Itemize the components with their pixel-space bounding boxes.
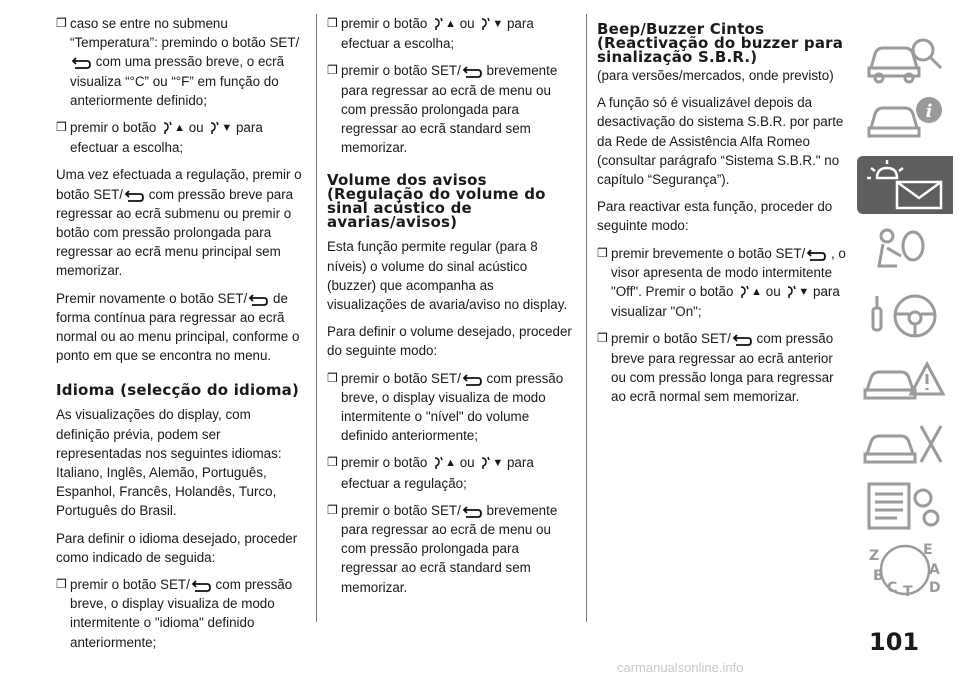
text: premir o botão SET/ <box>341 63 461 79</box>
text: premir o botão <box>341 16 428 31</box>
watermark: carmanualsonline.info <box>617 660 744 675</box>
car-search-icon <box>857 28 953 86</box>
set-return-arrow-icon <box>248 294 268 306</box>
up-arrow-icon: ▲ <box>174 122 185 135</box>
text: ou <box>188 120 204 136</box>
column-3 <box>597 14 847 414</box>
paragraph: Para definir o volume desejado, proceder do seguinte modo: <box>327 324 572 359</box>
column-2 <box>327 14 577 605</box>
car-tools-icon <box>857 414 953 472</box>
warning-light-envelope-icon <box>857 156 953 214</box>
checkbox-bullet-icon: ❒ <box>56 120 67 135</box>
bullet-item <box>56 118 304 157</box>
text: caso se entre no submenu “Temperatura”: premindo o botão SET/ <box>70 16 300 51</box>
airbag-seat-icon <box>857 222 953 280</box>
checkbox-bullet-icon: ❒ <box>597 331 608 346</box>
tab-key-steering-wheel[interactable] <box>857 286 953 344</box>
svg-text:C: C <box>887 580 898 596</box>
volume-up-icon <box>432 456 444 470</box>
tab-airbag-seat[interactable] <box>857 222 953 280</box>
bullet-item <box>327 369 577 446</box>
up-arrow-icon: ▲ <box>445 18 456 30</box>
text: Uma vez efectuada a regulação, premir o botão SET/ <box>56 167 302 202</box>
car-data-gears-icon <box>857 476 953 534</box>
car-breakdown-icon <box>857 350 953 408</box>
volume-down-icon <box>208 121 220 135</box>
text: para efectuar a regulação; <box>341 455 534 491</box>
key-steering-wheel-icon <box>857 286 953 344</box>
svg-text:Z: Z <box>869 548 880 564</box>
paragraph: Para definir o idioma desejado, proceder como indicado de seguida: <box>56 530 298 565</box>
bullet-item <box>327 14 577 53</box>
text: com pressão breve para regressar ao ecrã anterior ou com pressão longa para regressar ao ecrã normal sem memorizar. <box>611 331 834 405</box>
volume-up-icon <box>738 285 750 299</box>
column-divider-1 <box>316 14 317 622</box>
bullet-item <box>597 244 847 322</box>
text: premir o botão <box>70 120 157 136</box>
down-arrow-icon: ▼ <box>798 286 810 299</box>
bullet-item <box>327 61 577 157</box>
section-heading-volume: Volume dos avisos (Regulação do volume do sinal acústico de avarias/avisos) <box>327 171 546 232</box>
column-1 <box>56 14 304 660</box>
tab-car-search[interactable] <box>857 28 953 86</box>
down-arrow-icon: ▼ <box>492 457 504 470</box>
text: com pressão breve, o display visualiza de modo intermitente o "nível" do volume definido anteriormente; <box>341 370 564 444</box>
text: premir o botão <box>341 455 428 471</box>
text: com uma pressão breve, o ecrã visualiza “°C” ou “°F” em função do anteriormente definido; <box>70 54 285 108</box>
tab-car-breakdown[interactable] <box>857 350 953 408</box>
text: com pressão breve para regressar ao ecrã submenu ou premir o botão com pressão prolongada para regressar ao ecrã menu principal sem memorizar. <box>56 186 294 279</box>
paragraph: As visualizações do display, com definição prévia, podem ser representadas nos seguintes idiomas: Italiano, Inglês, Alemão, Português, Espanhol, Francês, Holandês, Turco, Português do Brasil. <box>56 407 282 519</box>
text: ou <box>765 284 781 300</box>
text: com pressão breve, o display visualiza de modo intermitente o "idioma" definido anteriormente; <box>70 577 293 650</box>
up-arrow-icon: ▲ <box>751 286 763 299</box>
paragraph: Esta função permite regular (para 8 níveis) o volume do sinal acústico (buzzer) que acompanha as visualizações de avaria/aviso no display. <box>327 239 568 313</box>
section-heading-idioma: Idioma (selecção do idioma) <box>56 381 300 400</box>
set-return-arrow-icon <box>462 66 482 78</box>
bullet-item <box>56 575 304 652</box>
text: ou <box>459 16 475 31</box>
set-return-arrow-icon <box>191 580 211 592</box>
column-divider-2 <box>586 14 587 622</box>
volume-down-icon <box>479 17 491 31</box>
availability-note: (para versões/mercados, onde previsto) <box>597 68 834 83</box>
text: brevemente para regressar ao ecrã de menu ou com pressão prolongada para regressar ao ecrã standard sem memorizar. <box>341 63 558 156</box>
text: para efectuar a escolha; <box>70 120 263 156</box>
svg-text:D: D <box>929 580 941 596</box>
volume-down-icon <box>785 285 797 299</box>
svg-text:T: T <box>903 584 913 600</box>
paragraph <box>56 289 304 366</box>
checkbox-bullet-icon: ❒ <box>327 455 338 470</box>
text: premir o botão SET/ <box>611 331 731 347</box>
down-arrow-icon: ▼ <box>492 18 504 30</box>
alphabet-index-icon <box>857 540 953 602</box>
tab-car-tools[interactable] <box>857 414 953 472</box>
set-return-arrow-icon <box>462 374 482 386</box>
svg-text:E: E <box>923 542 933 558</box>
checkbox-bullet-icon: ❒ <box>327 502 338 517</box>
car-info-icon <box>857 88 953 146</box>
down-arrow-icon: ▼ <box>221 122 233 135</box>
tab-car-data-gears[interactable] <box>857 476 953 534</box>
set-return-arrow-icon <box>732 334 752 346</box>
text: para efectuar a escolha; <box>341 16 534 52</box>
text: , o visor apresenta de modo intermitente "Off". Premir o botão <box>611 245 846 300</box>
set-return-arrow-icon <box>806 249 826 261</box>
paragraph: A função só é visualizável depois da desactivação do sistema S.B.R. por parte da Rede de Assistência Alfa Romeo (consultar parágrafo “Sistema S.B.R." no capítulo “Segurança”). <box>597 95 844 188</box>
set-return-arrow-icon <box>124 190 144 202</box>
volume-down-icon <box>479 456 491 470</box>
tab-alphabet-index[interactable] <box>857 540 953 598</box>
checkbox-bullet-icon: ❒ <box>597 245 608 260</box>
bullet-item <box>327 453 577 492</box>
text: Premir novamente o botão SET/ <box>56 290 248 306</box>
up-arrow-icon: ▲ <box>445 457 456 470</box>
checkbox-bullet-icon: ❒ <box>56 16 67 30</box>
checkbox-bullet-icon: ❒ <box>327 16 338 30</box>
volume-up-icon <box>432 17 444 31</box>
page-number: 101 <box>869 628 920 656</box>
paragraph: Para reactivar esta função, proceder do seguinte modo: <box>597 199 833 234</box>
text: para visualizar "On"; <box>611 284 840 320</box>
paragraph <box>56 165 304 280</box>
bullet-item <box>327 501 577 597</box>
text: premir o botão SET/ <box>341 370 461 386</box>
text: de forma contínua para regressar ao ecrã normal ou ao menu principal, conforme o ponto em que se encontra no menu. <box>56 290 300 364</box>
checkbox-bullet-icon: ❒ <box>327 370 338 385</box>
section-heading-beep: Beep/Buzzer Cintos (Reactivação do buzzer para sinalização S.B.R.) <box>597 20 844 66</box>
text: premir o botão SET/ <box>341 502 461 518</box>
text: brevemente para regressar ao ecrã de menu ou com pressão prolongada para regressar ao ecrã standard sem memorizar. <box>341 502 558 595</box>
set-return-arrow-icon <box>462 506 482 518</box>
text: premir brevemente o botão SET/ <box>611 245 806 261</box>
text: ou <box>459 455 475 471</box>
svg-text:B: B <box>873 568 884 584</box>
bullet-item <box>56 14 304 110</box>
set-return-arrow-icon <box>71 57 91 69</box>
tab-warning-light-envelope[interactable] <box>857 156 953 214</box>
text: premir o botão SET/ <box>70 577 190 593</box>
svg-text:i: i <box>925 101 933 122</box>
bullet-item <box>597 329 847 406</box>
checkbox-bullet-icon: ❒ <box>327 63 338 78</box>
checkbox-bullet-icon: ❒ <box>56 577 67 592</box>
volume-up-icon <box>161 121 173 135</box>
tab-car-info[interactable] <box>857 88 953 146</box>
svg-text:A: A <box>929 562 940 578</box>
